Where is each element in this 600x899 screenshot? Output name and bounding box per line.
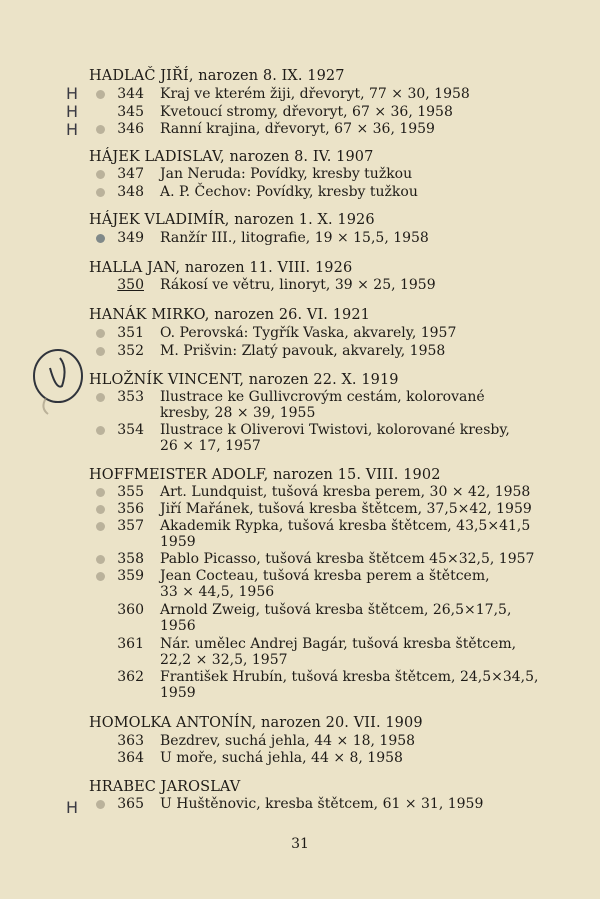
entry-number: 344 (117, 86, 144, 102)
entry-number: 354 (117, 422, 144, 438)
stain-dot (96, 347, 105, 356)
entry-number: 352 (117, 343, 144, 359)
entry-description: František Hrubín, tušová kresba štětcem, 24,5×34,5, 1959 (160, 669, 539, 701)
entry-number: 347 (117, 166, 144, 182)
entry-description: Kvetoucí stromy, dřevoryt, 67 × 36, 1958 (160, 104, 453, 120)
entry-number: 365 (117, 796, 144, 812)
entry-number: 345 (117, 104, 144, 120)
entry-description: Jan Neruda: Povídky, kresby tužkou (160, 166, 413, 182)
page-number: 31 (291, 836, 309, 852)
stain-dot (96, 188, 105, 197)
artist-heading: HANÁK MIRKO, narozen 26. VI. 1921 (89, 307, 371, 323)
stain-dot (96, 505, 105, 514)
stain-dot (96, 488, 105, 497)
entry-number: 362 (117, 669, 144, 685)
artist-heading: HADLAČ JIŘÍ, narozen 8. IX. 1927 (89, 68, 345, 84)
entry-description: U Huštěnovic, kresba štětcem, 61 × 31, 1959 (160, 796, 484, 812)
entry-description: O. Perovská: Tygřík Vaska, akvarely, 1957 (160, 325, 457, 341)
entry-description: Arnold Zweig, tušová kresba štětcem, 26,5×17,5, 1956 (160, 602, 512, 634)
artist-heading: HRABEC JAROSLAV (89, 779, 241, 795)
stain-dot (96, 90, 105, 99)
artist-heading: HÁJEK VLADIMÍR, narozen 1. X. 1926 (89, 212, 375, 228)
stain-dot (96, 393, 105, 402)
stain-dot (96, 800, 105, 809)
entry-description: A. P. Čechov: Povídky, kresby tužkou (160, 184, 418, 200)
entry-number: 361 (117, 636, 144, 652)
entry-number: 359 (117, 568, 144, 584)
entry-number: 357 (117, 518, 144, 534)
entry-description: Akademik Rypka, tušová kresba štětcem, 43,5×41,5 1959 (160, 518, 531, 550)
stain-dot (96, 329, 105, 338)
artist-heading: HOMOLKA ANTONÍN, narozen 20. VII. 1909 (89, 715, 423, 731)
entry-number: 364 (117, 750, 144, 766)
entry-description: U moře, suchá jehla, 44 × 8, 1958 (160, 750, 403, 766)
margin-mark: H (66, 798, 79, 817)
entry-number: 355 (117, 484, 144, 500)
stain-dot (96, 555, 105, 564)
margin-mark: H (66, 102, 79, 121)
stain-dot (96, 234, 105, 243)
entry-description: Jean Cocteau, tušová kresba perem a štětcem, 33 × 44,5, 1956 (160, 568, 490, 600)
entry-description: Ilustrace ke Gullivcrovým cestám, kolorované kresby, 28 × 39, 1955 (160, 389, 485, 421)
stain-dot (96, 125, 105, 134)
entry-number: 351 (117, 325, 144, 341)
entry-description: Art. Lundquist, tušová kresba perem, 30 × 42, 1958 (160, 484, 531, 500)
entry-description: Bezdrev, suchá jehla, 44 × 18, 1958 (160, 733, 416, 749)
entry-description: M. Prišvin: Zlatý pavouk, akvarely, 1958 (160, 343, 446, 359)
entry-number: 348 (117, 184, 144, 200)
entry-description: Ilustrace k Oliverovi Twistovi, kolorované kresby, 26 × 17, 1957 (160, 422, 510, 454)
entry-number: 346 (117, 121, 144, 137)
entry-number: 356 (117, 501, 144, 517)
entry-description: Rákosí ve větru, linoryt, 39 × 25, 1959 (160, 277, 436, 293)
stain-dot (96, 170, 105, 179)
entry-number: 358 (117, 551, 144, 567)
artist-heading: HALLA JAN, narozen 11. VIII. 1926 (89, 260, 353, 276)
entry-number: 360 (117, 602, 144, 618)
handwritten-annotation (28, 338, 88, 418)
entry-description: Kraj ve kterém žiji, dřevoryt, 77 × 30, 1958 (160, 86, 470, 102)
stain-dot (96, 426, 105, 435)
stain-dot (96, 572, 105, 581)
entry-description: Ranžír III., litografie, 19 × 15,5, 1958 (160, 230, 429, 246)
artist-heading: HOFFMEISTER ADOLF, narozen 15. VIII. 1902 (89, 467, 441, 483)
entry-description: Jiří Mařánek, tušová kresba štětcem, 37,5×42, 1959 (160, 501, 532, 517)
entry-description: Nár. umělec Andrej Bagár, tušová kresba štětcem, 22,2 × 32,5, 1957 (160, 636, 517, 668)
artist-heading: HLOŽNÍK VINCENT, narozen 22. X. 1919 (89, 372, 399, 388)
entry-description: Ranní krajina, dřevoryt, 67 × 36, 1959 (160, 121, 435, 137)
entry-number: 350 (117, 277, 144, 293)
entry-description: Pablo Picasso, tušová kresba štětcem 45×32,5, 1957 (160, 551, 535, 567)
margin-mark: H (66, 84, 79, 103)
artist-heading: HÁJEK LADISLAV, narozen 8. IV. 1907 (89, 149, 374, 165)
margin-mark: H (66, 120, 79, 139)
entry-number: 353 (117, 389, 144, 405)
entry-number: 349 (117, 230, 144, 246)
stain-dot (96, 522, 105, 531)
entry-number: 363 (117, 733, 144, 749)
